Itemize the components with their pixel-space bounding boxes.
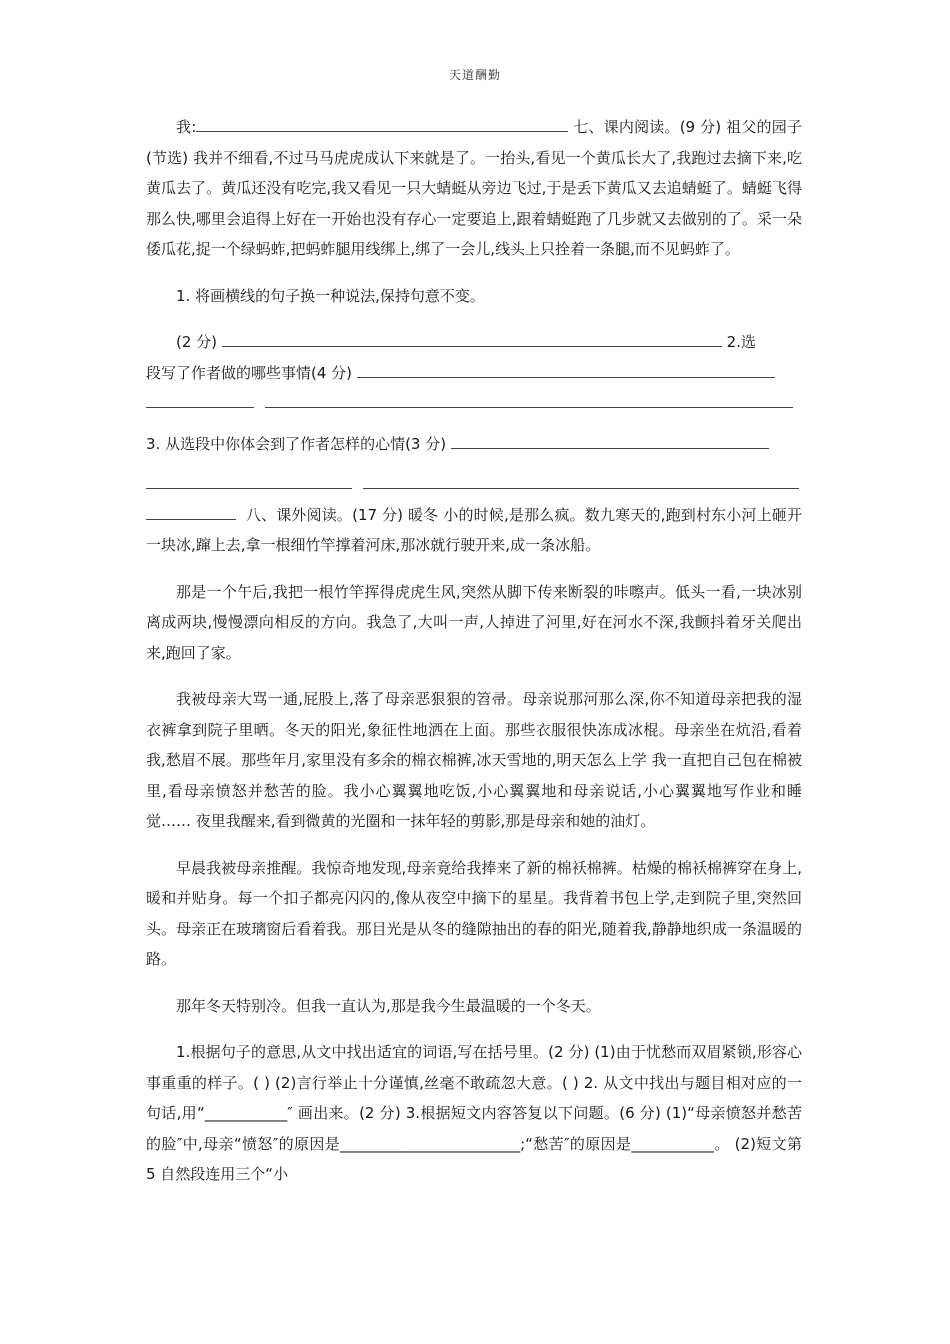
- story-paragraph-3: 我被母亲大骂一通,屁股上,落了母亲恶狠狠的笤帚。母亲说那河那么深,你不知道母亲把我的湿衣裤拿到院子里晒。冬天的阳光,象征性地洒在上面。那些衣服很快冻成冰棍。母亲坐在炕沿,看着我,愁眉不展。那些年月,家里没有多余的棉衣棉裤,冰天雪地的,明天怎么上学 我一直把自己包在棉被里,看母亲愤怒并愁苦的脸。我小心翼翼地吃饭,小心翼翼地和母亲说话,小心翼翼地写作业和睡觉…… 夜里我醒来,看到微黄的光圈和一抹年轻的剪影,那是母亲和她的油灯。: [146, 690, 802, 830]
- q3-answer-line-4[interactable]: [146, 504, 236, 520]
- q3-answer-line-1[interactable]: [451, 433, 769, 449]
- question-7-1: 1. 将画横线的句子换一种说法,保持句意不变。: [176, 286, 485, 305]
- story-paragraph-4: 早晨我被母亲推醒。我惊奇地发现,母亲竟给我捧来了新的棉袄棉裤。枯燥的棉袄棉裤穿在身上,暖和并贴身。每一个扣子都亮闪闪的,像从夜空中摘下的星星。我背着书包上学,走到院子里,突然回头。母亲正在玻璃窗后看着我。那目光是从冬的缝隙抽出的春的阳光,随着我,静静地织成一条温暖的路。: [146, 858, 802, 968]
- q2-number: 2.选: [726, 333, 756, 351]
- q2-answer-line-3[interactable]: [265, 392, 793, 408]
- answer-line[interactable]: [196, 116, 568, 132]
- q2-answer-line-1[interactable]: [357, 362, 775, 378]
- q1-score: (2 分): [176, 333, 218, 351]
- answer-lead: 我:: [176, 118, 197, 136]
- question-7-2: 段写了作者做的哪些事情(4 分): [146, 363, 353, 382]
- story-paragraph-5: 那年冬天特别冷。但我一直认为,那是我今生最温暖的一个冬天。: [176, 996, 601, 1015]
- q1-answer-line[interactable]: [222, 331, 722, 347]
- page-header: 天道酬勤: [448, 68, 501, 82]
- section7-heading: 七、课内阅读。(9 分): [573, 118, 722, 136]
- q2-answer-line-2[interactable]: [146, 392, 254, 408]
- section7-passage: 祖父的园子(节选) 我并不细看,不过马马虎虎成认下来就是了。一抬头,看见一个黄瓜长大了,我跑过去摘下来,吃黄瓜去了。黄瓜还没有吃完,我又看见一只大蜻蜓从旁边飞过,于是丢下黄瓜又去追蜻蜓了。蜻蜓飞得那么快,哪里会追得上好在一开始也没有存心一定要追上,跟着蜻蜓跑了几步就又去做别的了。采一朵倭瓜花,捉一个绿蚂蚱,把蚂蚱腿用线绑上,绑了一会儿,线头上只拴着一条腿,而不见蚂蚱了。: [146, 118, 802, 258]
- section8-intro: [146, 500, 802, 561]
- question-7-2-row: [146, 358, 802, 389]
- story-title: 暖冬: [407, 505, 439, 524]
- question-7-3-row-2: [146, 469, 802, 500]
- story-paragraph-2: 那是一个午后,我把一根竹竿挥得虎虎生风,突然从脚下传来断裂的咔嚓声。低头一看,一块冰别离成两块,慢慢漂向相反的方向。我急了,大叫一声,人掉进了河里,好在河水不深,我颤抖着牙关爬出来,跑回了家。: [146, 582, 802, 662]
- section7-intro: [146, 112, 802, 265]
- story-paragraph-1: 小的时候,是那么疯。数九寒天的,跑到村东小河上砸开一块冰,蹿上去,拿一根细竹竿撑着河床,那冰就行驶开来,成一条冰船。: [146, 505, 802, 554]
- question-7-2-row-2: [146, 388, 802, 419]
- question-7-3-row: [146, 429, 802, 460]
- q3-answer-line-2[interactable]: [146, 473, 352, 489]
- question-7-3: 3. 从选段中你体会到了作者怎样的心情(3 分): [146, 434, 447, 453]
- question-7-1-answer-row: [146, 327, 802, 358]
- document-body: [146, 112, 802, 1190]
- section8-questions: 1.根据句子的意思,从文中找出适宜的词语,写在括号里。(2 分) (1)由于忧愁而双眉紧锁,形容心事重重的样子。( ) (2)言行举止十分谨慎,丝毫不敢疏忽大意。( ) 2. 从文中找出与题目相对应的一句话,用“___________″ 画出来。(2 分) 3.根据短文内容答复以下问题。(6 分) (1)“母亲愤怒并愁苦的脸″中,母亲“愤怒″的原因是________________________;“愁苦″的原因是___________。 (2)短文第 5 自然段连用三个“小: [146, 1043, 802, 1183]
- section8-heading: 八、课外阅读。(17 分): [245, 505, 404, 524]
- q3-answer-line-3[interactable]: [363, 473, 799, 489]
